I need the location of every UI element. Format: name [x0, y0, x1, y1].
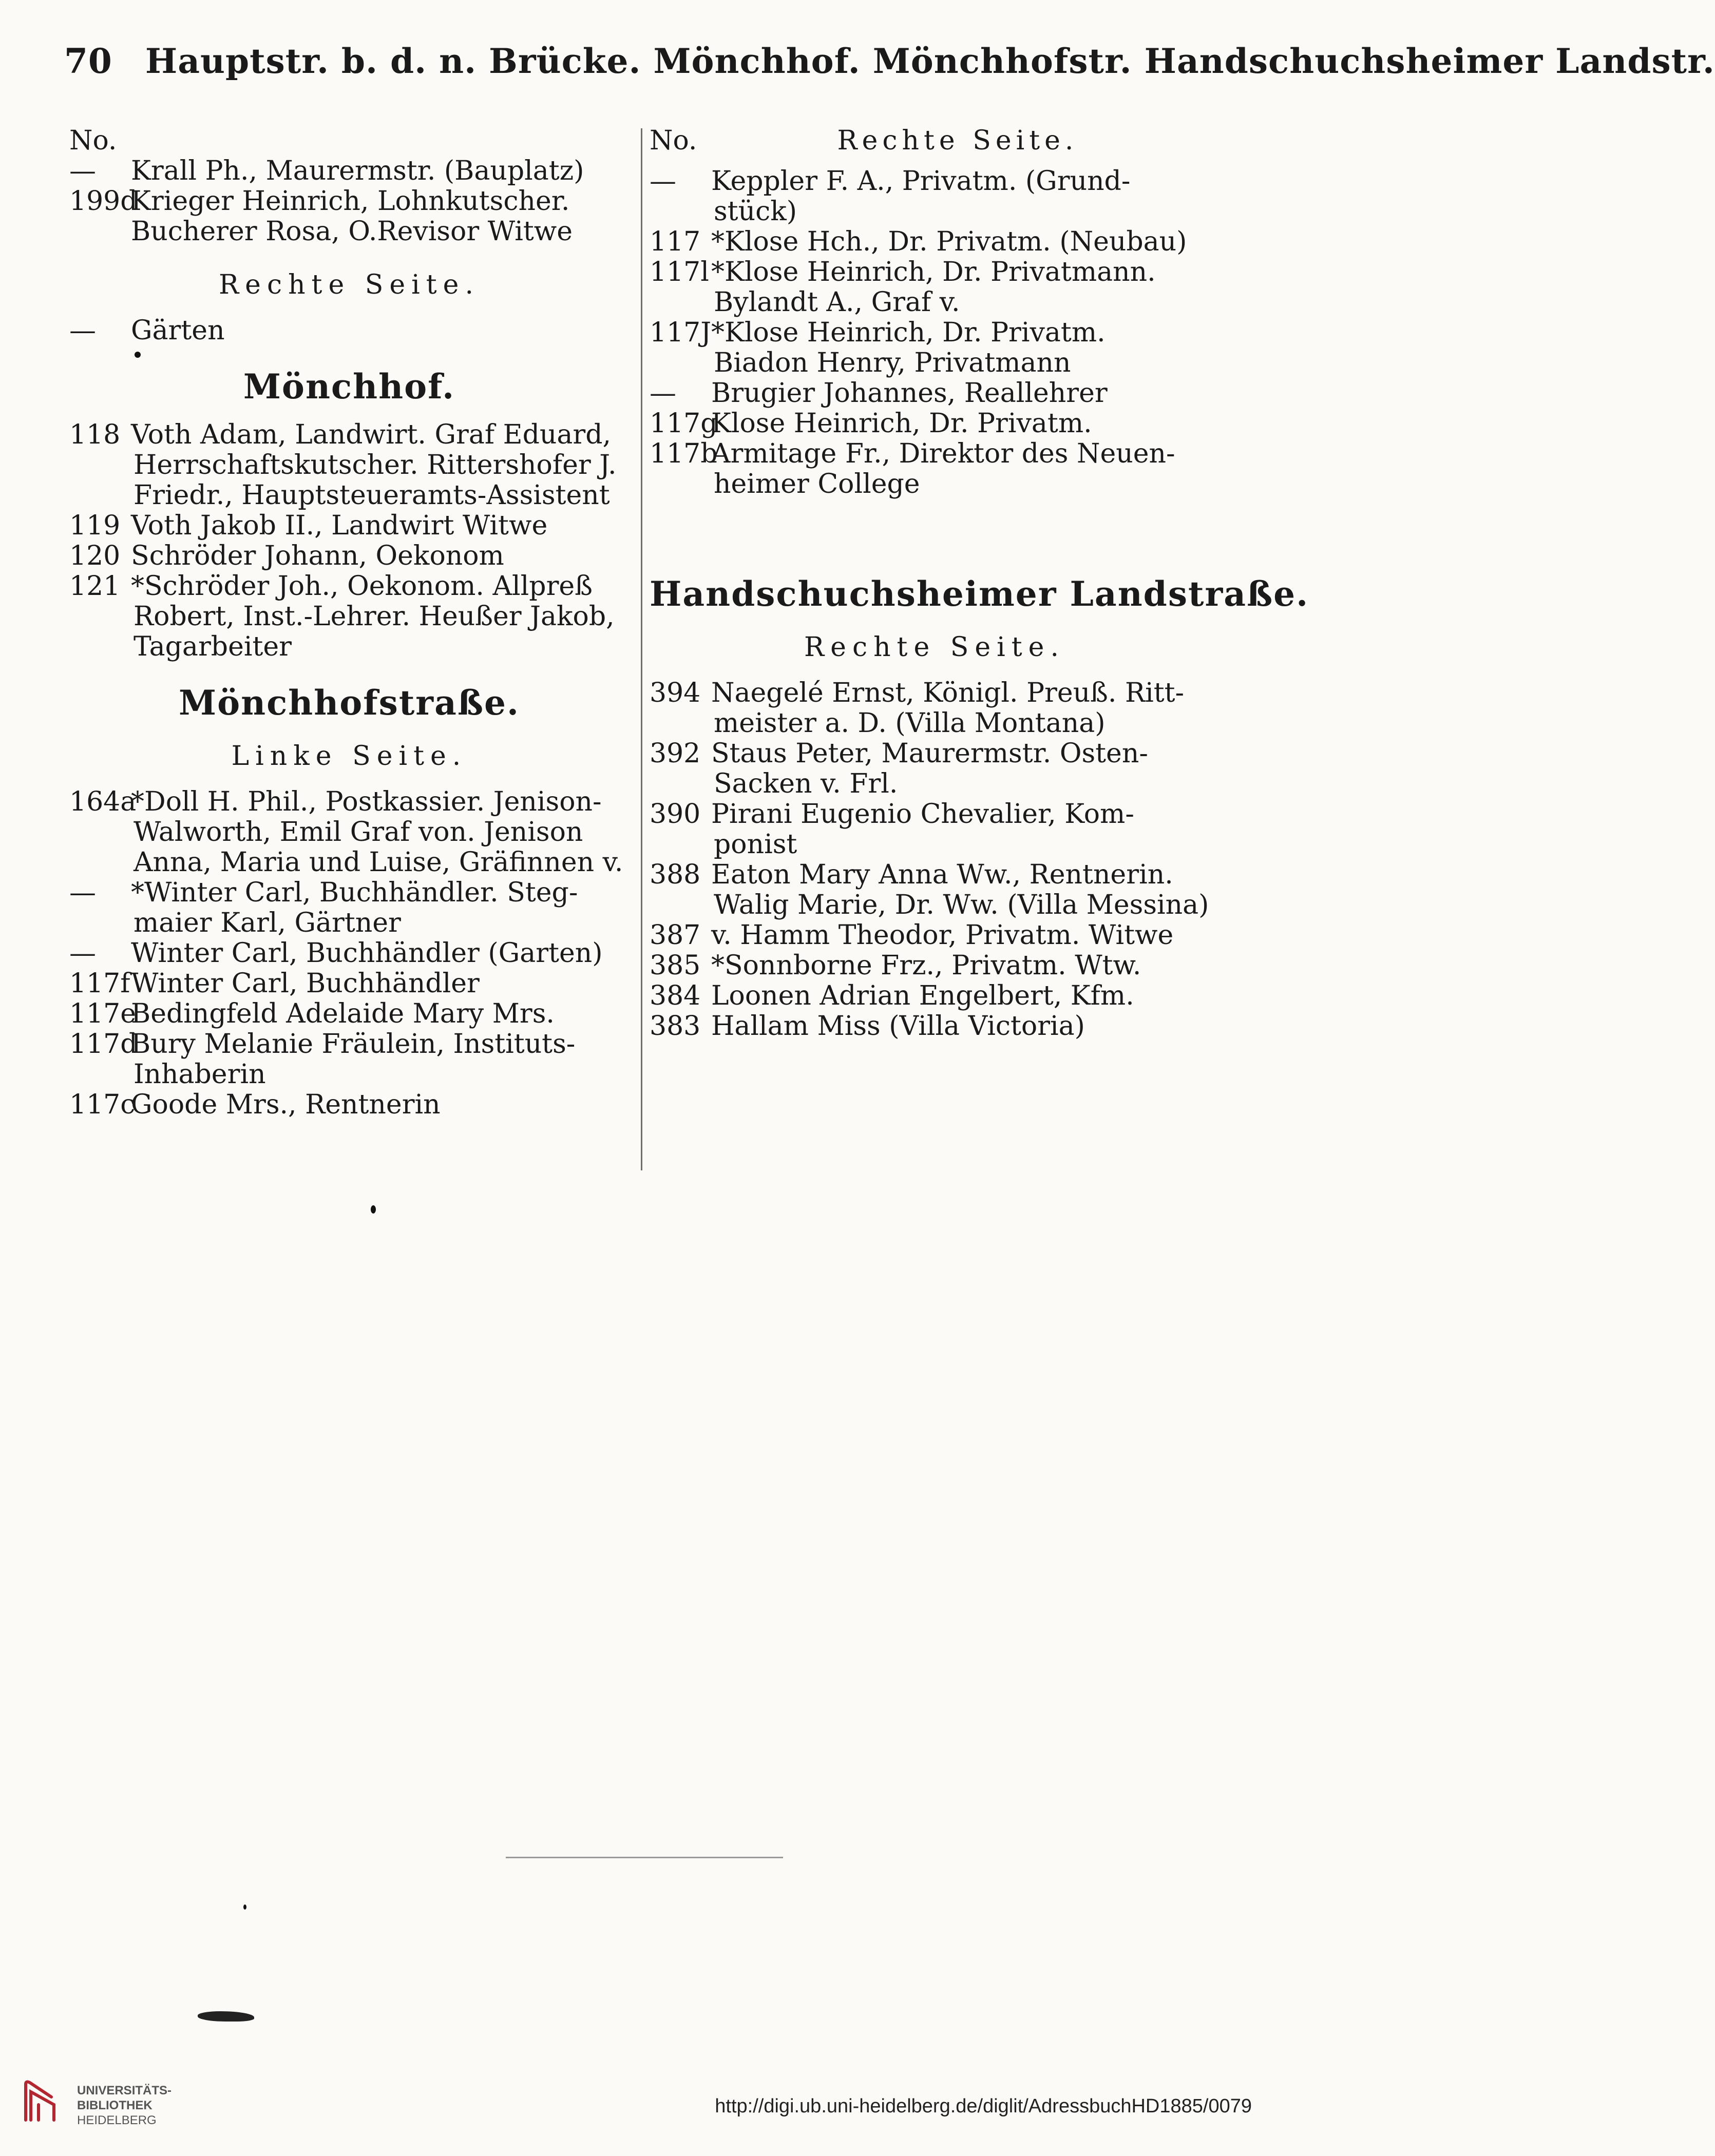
- entry-text: Biadon Henry, Privatmann: [714, 348, 1071, 378]
- house-number: —: [69, 315, 96, 346]
- house-number: 385: [650, 950, 701, 981]
- directory-entry-line: [650, 1011, 1219, 1042]
- entry-text: Hallam Miss (Villa Victoria): [711, 1011, 1085, 1042]
- right-entries-landstrasse: [650, 678, 1219, 1042]
- directory-entry-line: [69, 999, 629, 1029]
- entry-text: meister a. D. (Villa Montana): [714, 708, 1106, 739]
- directory-entry-line: [650, 409, 1219, 439]
- entry-text: Inhaberin: [134, 1059, 266, 1090]
- ink-dot: [243, 1904, 246, 1910]
- directory-entry-line: [69, 186, 629, 217]
- house-number: 119: [69, 510, 121, 541]
- directory-entry-line: [69, 787, 629, 817]
- house-number: —: [69, 156, 96, 186]
- directory-entry-line: [69, 571, 629, 602]
- house-number: 387: [650, 920, 701, 951]
- entry-text: Gärten: [131, 315, 225, 346]
- directory-entry-line: [69, 817, 629, 848]
- entry-text: Krall Ph., Maurermstr. (Bauplatz): [131, 156, 584, 186]
- house-number: 388: [650, 859, 701, 890]
- directory-entry-line: [650, 860, 1219, 890]
- entry-text: Armitage Fr., Direktor des Neuen-: [711, 438, 1175, 469]
- column-divider: [641, 128, 642, 1170]
- directory-entry-line: [69, 480, 629, 511]
- entry-text: Pirani Eugenio Chevalier, Kom-: [711, 799, 1134, 830]
- left-entries-hauptstrasse: [69, 156, 629, 247]
- section-heading-moenchhof: Mönchhof.: [243, 367, 455, 407]
- directory-entry-line: [650, 439, 1219, 469]
- directory-entry-line: [69, 450, 629, 480]
- directory-entry-line: [650, 378, 1219, 409]
- entry-text: Goode Mrs., Rentnerin: [131, 1089, 441, 1120]
- source-url-link[interactable]: http://digi.ub.uni-heidelberg.de/diglit/AdressbuchHD1885/0079: [715, 2095, 1252, 2117]
- house-number: 394: [650, 678, 701, 708]
- house-number: 164a: [69, 786, 137, 817]
- directory-entry-line: [650, 469, 1219, 499]
- directory-entry-line: [69, 969, 629, 999]
- house-number: 117l: [650, 257, 709, 287]
- directory-entry-line: [69, 420, 629, 450]
- entry-text: Eaton Mary Anna Ww., Rentnerin.: [711, 859, 1173, 890]
- directory-entry-line: [650, 890, 1219, 920]
- directory-entry-line: [650, 981, 1219, 1011]
- directory-entry-line: [650, 166, 1219, 197]
- right-column-no: No.: [650, 125, 697, 156]
- left-entries-moenchhofstrasse: [69, 787, 629, 1120]
- directory-entry-line: [650, 769, 1219, 799]
- directory-entry-line: [69, 1029, 629, 1060]
- directory-entry-line: [650, 708, 1219, 739]
- left-column: [69, 126, 629, 1120]
- directory-entry-line: [69, 217, 629, 247]
- left-entries-moenchhof: [69, 420, 629, 662]
- house-number: 117c: [69, 1089, 136, 1120]
- directory-entry-line: [650, 287, 1219, 318]
- entry-text: Winter Carl, Buchhändler: [131, 968, 480, 999]
- house-number: —: [69, 877, 96, 908]
- house-number: 121: [69, 571, 121, 602]
- page-number: 70: [64, 41, 112, 81]
- right-entries-moenchhofstrasse: [650, 166, 1219, 499]
- right-subheading-rechte-seite: Rechte Seite.: [804, 632, 1065, 663]
- left-entries-gaerten: [69, 316, 629, 346]
- library-name-line: HEIDELBERG: [77, 2113, 157, 2127]
- ink-smudge: [198, 2011, 254, 2022]
- house-number: 383: [650, 1011, 701, 1042]
- entry-text: Bury Melanie Fräulein, Instituts-: [131, 1029, 576, 1060]
- directory-entry-line: [650, 318, 1219, 348]
- entry-text: v. Hamm Theodor, Privatm. Witwe: [711, 920, 1174, 951]
- entry-text: *Sonnborne Frz., Privatm. Wtw.: [711, 950, 1141, 981]
- entry-text: *Winter Carl, Buchhändler. Steg-: [131, 877, 578, 908]
- house-number: 120: [69, 541, 121, 571]
- directory-entry-line: [650, 348, 1219, 378]
- running-title: Hauptstr. b. d. n. Brücke. Mönchhof. Mönchhofstr. Handschuchsheimer Landstr.: [145, 41, 1715, 81]
- entry-text: maier Karl, Gärtner: [134, 908, 401, 938]
- entry-text: Schröder Johann, Oekonom: [131, 541, 504, 571]
- library-logo-icon: [15, 2076, 64, 2125]
- directory-entry-line: [650, 920, 1219, 951]
- entry-text: Bucherer Rosa, O.Revisor Witwe: [131, 216, 573, 247]
- house-number: —: [69, 938, 96, 969]
- entry-text: Keppler F. A., Privatm. (Grund-: [711, 166, 1131, 197]
- left-subheading-rechte-seite: Rechte Seite.: [219, 270, 480, 300]
- left-column-head: No.: [69, 125, 117, 156]
- directory-entry-line: [69, 541, 629, 571]
- house-number: 117b: [650, 438, 718, 469]
- ink-dot: [371, 1205, 376, 1214]
- directory-entry-line: [69, 316, 629, 346]
- entry-text: Bylandt A., Graf v.: [714, 287, 960, 318]
- entry-text: stück): [714, 196, 797, 227]
- entry-text: Voth Jakob II., Landwirt Witwe: [131, 510, 548, 541]
- house-number: 392: [650, 738, 701, 769]
- entry-text: Anna, Maria und Luise, Gräfinnen v.: [134, 847, 623, 878]
- entry-text: Staus Peter, Maurermstr. Osten-: [711, 738, 1148, 769]
- entry-text: *Schröder Joh., Oekonom. Allpreß: [131, 571, 593, 602]
- directory-entry-line: [650, 257, 1219, 287]
- entry-text: Herrschaftskutscher. Rittershofer J.: [134, 450, 617, 480]
- entry-text: Brugier Johannes, Reallehrer: [711, 378, 1108, 409]
- ink-dot: [135, 352, 141, 358]
- house-number: —: [650, 166, 676, 197]
- house-number: 117: [650, 226, 701, 257]
- entry-text: heimer College: [714, 469, 920, 499]
- library-name: [77, 2083, 172, 2128]
- directory-entry-line: [69, 878, 629, 908]
- directory-entry-line: [69, 938, 629, 969]
- directory-entry-line: [650, 227, 1219, 257]
- entry-text: Sacken v. Frl.: [714, 768, 898, 799]
- entry-text: Klose Heinrich, Dr. Privatm.: [711, 408, 1092, 439]
- entry-text: ponist: [714, 829, 797, 860]
- right-column-head: [650, 126, 1219, 156]
- directory-entry-line: [69, 156, 629, 186]
- entry-text: Tagarbeiter: [134, 631, 292, 662]
- left-subheading-linke-seite: Linke Seite.: [231, 741, 467, 772]
- house-number: 390: [650, 799, 701, 830]
- house-number: 117e: [69, 998, 137, 1029]
- page-end-rule: [506, 1857, 783, 1858]
- house-number: 199d: [69, 186, 138, 217]
- library-name-line: BIBLIOTHEK: [77, 2099, 153, 2112]
- directory-entry-line: [650, 739, 1219, 769]
- entry-text: Walig Marie, Dr. Ww. (Villa Messina): [714, 890, 1209, 920]
- right-column: [650, 125, 1309, 1042]
- house-number: 117J: [650, 317, 712, 348]
- directory-entry-line: [650, 830, 1219, 860]
- entry-text: Krieger Heinrich, Lohnkutscher.: [131, 186, 570, 217]
- entry-text: *Klose Heinrich, Dr. Privatmann.: [711, 257, 1156, 287]
- directory-entry-line: [69, 1090, 629, 1120]
- directory-entry-line: [69, 511, 629, 541]
- house-number: 384: [650, 980, 701, 1011]
- house-number: 117g: [650, 408, 718, 439]
- directory-entry-line: [69, 848, 629, 878]
- entry-text: Bedingfeld Adelaide Mary Mrs.: [131, 998, 555, 1029]
- house-number: 117d: [69, 1029, 138, 1060]
- entry-text: *Klose Heinrich, Dr. Privatm.: [711, 317, 1106, 348]
- directory-entry-line: [69, 632, 629, 662]
- entry-text: Robert, Inst.-Lehrer. Heußer Jakob,: [134, 601, 615, 632]
- library-name-line: UNIVERSITÄTS-: [77, 2084, 172, 2097]
- entry-text: *Doll H. Phil., Postkassier. Jenison-: [131, 786, 602, 817]
- house-number: 118: [69, 419, 121, 450]
- section-heading-handschuchsheimer-landstrasse: Handschuchsheimer Landstraße.: [650, 574, 1309, 614]
- directory-entry-line: [650, 678, 1219, 708]
- directory-entry-line: [650, 951, 1219, 981]
- entry-text: Loonen Adrian Engelbert, Kfm.: [711, 980, 1134, 1011]
- entry-text: Naegelé Ernst, Königl. Preuß. Ritt-: [711, 678, 1185, 708]
- directory-entry-line: [69, 1060, 629, 1090]
- entry-text: *Klose Hch., Dr. Privatm. (Neubau): [711, 226, 1187, 257]
- entry-text: Winter Carl, Buchhändler (Garten): [131, 938, 603, 969]
- directory-entry-line: [69, 908, 629, 938]
- right-column-sub: Rechte Seite.: [837, 125, 1078, 156]
- house-number: 117f: [69, 968, 130, 999]
- page-header: [64, 41, 1715, 81]
- house-number: —: [650, 378, 676, 409]
- entry-text: Voth Adam, Landwirt. Graf Eduard,: [131, 419, 612, 450]
- entry-text: Friedr., Hauptsteueramts-Assistent: [134, 480, 610, 511]
- directory-entry-line: [69, 602, 629, 632]
- section-heading-moenchhofstrasse: Mönchhofstraße.: [179, 683, 520, 723]
- directory-entry-line: [650, 197, 1219, 227]
- directory-entry-line: [650, 799, 1219, 830]
- entry-text: Walworth, Emil Graf von. Jenison: [134, 817, 583, 848]
